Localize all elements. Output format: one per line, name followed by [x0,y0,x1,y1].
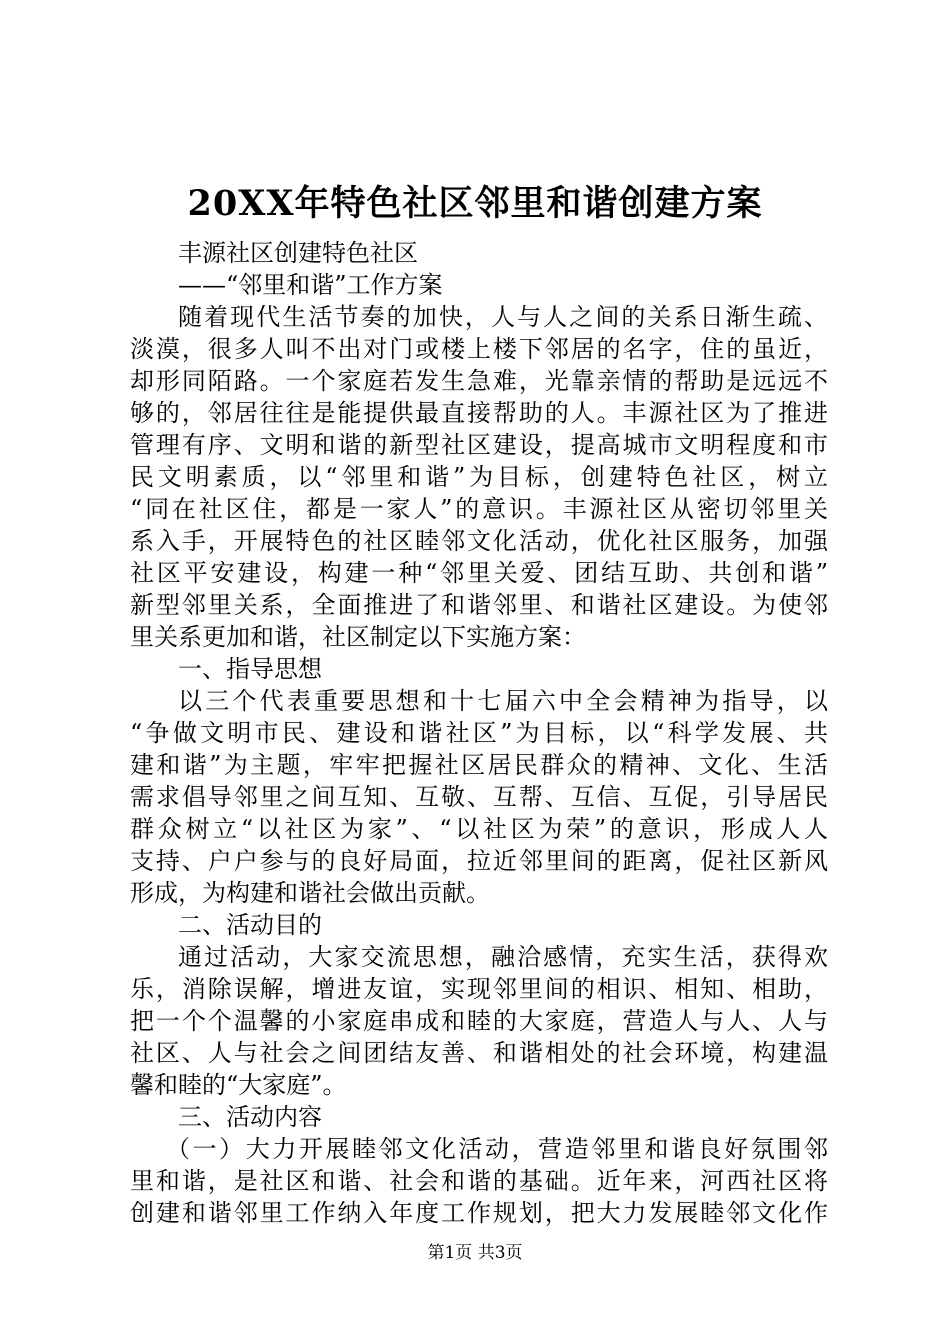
text-line: 乐，消除误解，增进友谊，实现邻里间的相识、相知、相助， [130,975,828,1003]
text-line: 创建和谐邻里工作纳入年度工作规划，把大力发展睦邻文化作 [130,1199,828,1227]
text-line: 够的，邻居往往是能提供最直接帮助的人。丰源社区为了推进 [130,399,828,427]
text-line: 社区、人与社会之间团结友善、和谐相处的社会环境，构建温 [130,1039,828,1067]
text-line: 建和谐”为主题，牢牢把握社区居民群众的精神、文化、生活 [130,751,828,779]
text-line: 新型邻里关系，全面推进了和谐邻里、和谐社区建设。为使邻 [130,591,828,619]
text-line: 系入手，开展特色的社区睦邻文化活动，优化社区服务，加强 [130,527,828,555]
text-line: 需求倡导邻里之间互知、互敬、互帮、互信、互促，引导居民 [130,783,828,811]
text-line: 却形同陌路。一个家庭若发生急难，光靠亲情的帮助是远远不 [130,367,828,395]
text-line: 社区平安建设，构建一种“邻里关爱、团结互助、共创和谐” [130,559,828,587]
text-line: 通过活动，大家交流思想，融洽感情，充实生活，获得欢 [178,943,828,971]
text-line: （一）大力开展睦邻文化活动，营造邻里和谐良好氛围邻 [166,1135,828,1163]
text-line: 民文明素质，以“邻里和谐”为目标，创建特色社区，树立 [130,463,828,491]
section-paragraph [130,685,828,909]
subtitle-line: 丰源社区创建特色社区 [178,239,418,267]
text-line: 馨和睦的“大家庭”。 [130,1071,347,1099]
section-paragraph [130,1133,828,1229]
section-paragraph [130,941,828,1101]
text-line: 里关系更加和谐，社区制定以下实施方案： [130,623,586,651]
section-heading: 一、指导思想 [178,655,322,683]
document-body [130,237,828,1229]
text-line: 形成，为构建和谐社会做出贡献。 [130,879,490,907]
text-line: 随着现代生活节奏的加快，人与人之间的关系日渐生疏、 [178,303,828,331]
document-title: 20XX年特色社区邻里和谐创建方案 [187,183,763,224]
text-line: 以三个代表重要思想和十七届六中全会精神为指导，以 [178,687,828,715]
text-line: 淡漠，很多人叫不出对门或楼上楼下邻居的名字，住的虽近， [130,335,828,363]
text-line: 群众树立“以社区为家”、“以社区为荣”的意识，形成人人 [130,815,828,843]
text-line: 管理有序、文明和谐的新型社区建设，提高城市文明程度和市 [130,431,828,459]
text-line: “同在社区住，都是一家人”的意识。丰源社区从密切邻里关 [130,495,828,523]
section-heading: 二、活动目的 [178,911,322,939]
intro-paragraph [130,301,828,653]
text-line: 支持、户户参与的良好局面，拉近邻里间的距离，促社区新风 [130,847,828,875]
section-heading: 三、活动内容 [178,1103,322,1131]
page-footer: 第1页 共3页 [427,1243,523,1263]
text-line: “争做文明市民、建设和谐社区”为目标，以“科学发展、共 [130,719,828,747]
text-line: 把一个个温馨的小家庭串成和睦的大家庭，营造人与人、人与 [130,1007,828,1035]
subtitle-line: ——“邻里和谐”工作方案 [178,271,443,299]
text-line: 里和谐，是社区和谐、社会和谐的基础。近年来，河西社区将 [130,1167,828,1195]
